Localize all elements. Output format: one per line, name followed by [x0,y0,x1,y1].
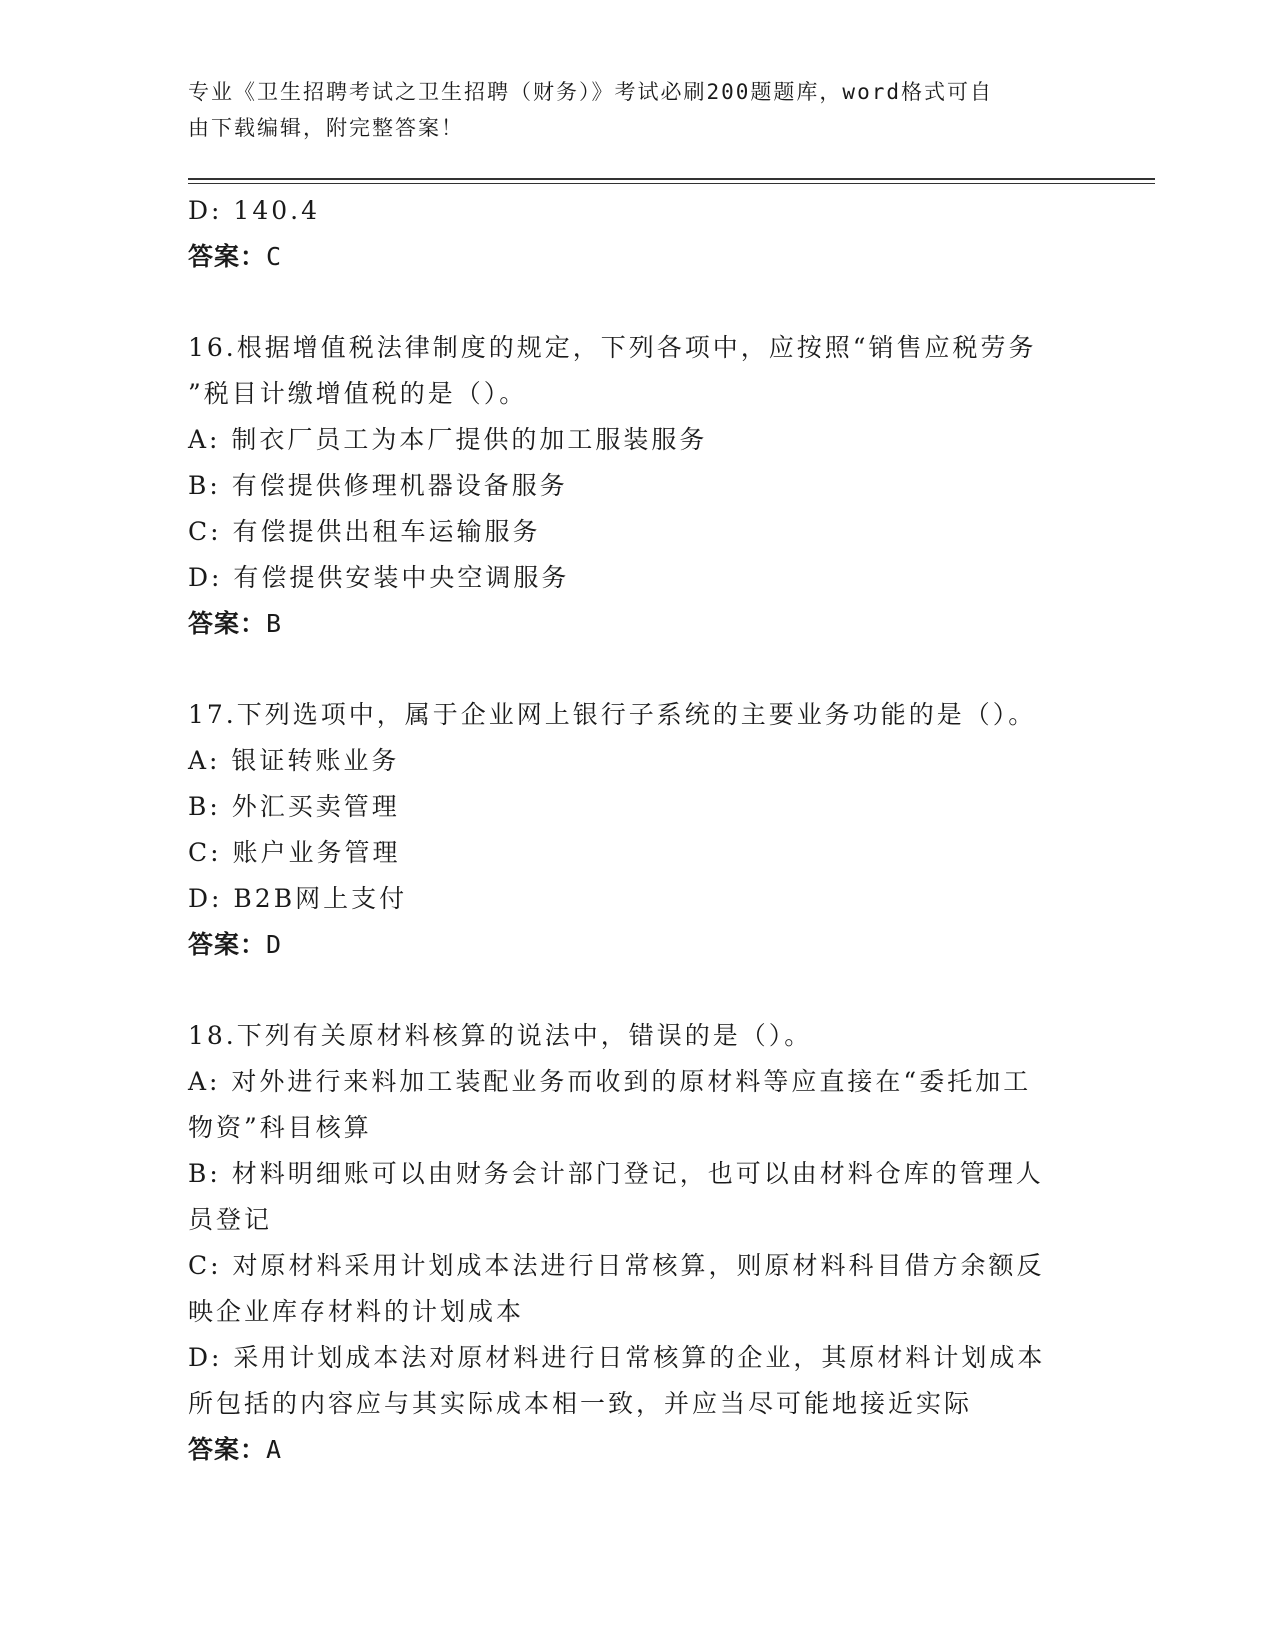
page-header [188,74,1088,146]
question-spacer [188,968,1088,1013]
question-option: 映企业库存材料的计划成本 [188,1297,525,1326]
question-stem: 16.根据增值税法律制度的规定，下列各项中，应按照“销售应税劳务 [188,333,1037,362]
question-stem: 18.下列有关原材料核算的说法中，错误的是（）。 [188,1021,813,1050]
answer-label: 答案： [188,242,267,271]
question-stem: 17.下列选项中，属于企业网上银行子系统的主要业务功能的是（）。 [188,700,1037,729]
header-divider [188,178,1155,184]
answer-label: 答案： [188,930,267,959]
question-option: A: 制衣厂员工为本厂提供的加工服装服务 [188,425,708,454]
question-option: C: 有偿提供出租车运输服务 [188,517,541,546]
question-option: 物资”科目核算 [188,1113,372,1142]
question-option: B: 外汇买卖管理 [188,792,400,821]
prev-answer [188,234,1088,280]
question-block [188,325,1088,647]
question-list [188,280,1088,1473]
question-answer [188,601,1088,647]
question-option: 所包括的内容应与其实际成本相一致，并应当尽可能地接近实际 [188,1389,973,1418]
question-option: B: 有偿提供修理机器设备服务 [188,471,568,500]
answer-label: 答案： [188,1435,267,1464]
question-option: C: 对原材料采用计划成本法进行日常核算，则原材料科目借方余额反 [188,1251,1045,1280]
question-option: B: 材料明细账可以由财务会计部门登记，也可以由材料仓库的管理人 [188,1159,1044,1188]
question-answer [188,1427,1088,1473]
question-option: A: 银证转账业务 [188,746,400,775]
header-line-2: 由下载编辑，附完整答案！ [188,116,464,140]
question-option: D: 有偿提供安装中央空调服务 [188,563,570,592]
answer-label: 答案： [188,609,267,638]
question-option: D: 采用计划成本法对原材料进行日常核算的企业，其原材料计划成本 [188,1343,1046,1372]
answer-value: D [266,930,283,959]
prev-option-d: D: 140.4 [188,196,320,225]
question-block [188,1013,1088,1473]
answer-value: B [266,609,283,638]
question-option: A: 对外进行来料加工装配业务而收到的原材料等应直接在“委托加工 [188,1067,1032,1096]
question-content [188,188,1088,1473]
question-block [188,692,1088,968]
question-answer [188,922,1088,968]
question-option: D: B2B网上支付 [188,884,408,913]
answer-value: C [266,242,283,271]
header-line-1: 专业《卫生招聘考试之卫生招聘（财务）》考试必刷200题题库，word格式可自 [188,80,993,104]
question-option: 员登记 [188,1205,273,1234]
answer-value: A [266,1435,283,1464]
question-spacer [188,647,1088,692]
question-option: C: 账户业务管理 [188,838,401,867]
question-stem: ”税目计缴增值税的是（）。 [188,379,528,408]
question-spacer [188,280,1088,325]
